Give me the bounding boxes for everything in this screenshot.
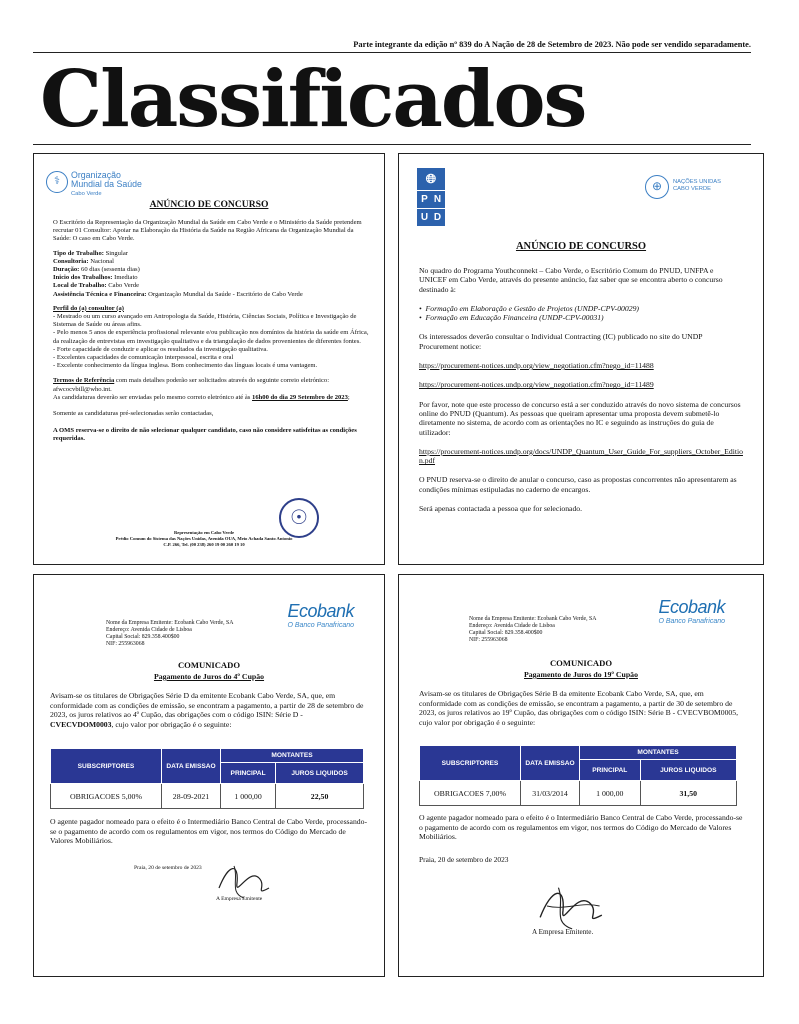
oms-detail-value: Singular [105,249,128,257]
eco2-signature-icon [531,880,611,932]
ecobank-logo [287,601,354,629]
oms-shortlist: Somente as candidaturas pré-selecionadas serão contactadas, [53,410,214,418]
eco2-cell-juros: 31,50 [640,781,736,806]
eco1-subtitle: Pagamento de Juros do 4º Cupão [153,672,265,681]
list-item: - Excelente conhecimento da língua inglesa. Bom conhecimento das línguas locais é uma vantagem. [53,362,318,370]
oms-footer-1: Representação em Cabo Verde [173,530,234,535]
oms-title: ANÚNCIO DE CONCURSO [149,199,269,210]
eco1-sign: A Empresa Emitente [216,896,263,902]
eco2-closing-wrap [419,813,743,842]
pnud-body [419,266,743,513]
oms-tor-text: com mais detalhes poderão ser solicitados através do seguinte correio eletrónico: afwcocvbill@who.int. [53,377,330,393]
eco2-closing: O agente pagador nomeado para o efeito é o Intermediário Banco Central de Cabo Verde, processando-se o pagamento de acordo com os regulamentos em vigor, nos termos do Código do Mercado de Valores Mobiliários. [419,813,743,842]
eco1-body [50,691,368,729]
bullet-icon: • [419,313,426,323]
oms-body [53,219,370,444]
pnud-link-3[interactable]: https://procurement-notices.undp.org/docs/UNDP_Quantum_User_Guide_For_suppliers_October_Edition.pdf [419,446,743,466]
undp-globe-icon: 🌐︎ [417,168,445,190]
undp-letter-n: N [433,194,442,205]
eco2-cell-subs: OBRIGACOES 7,00% [420,781,521,806]
un-logo-line1: NAÇÕES UNIDAS [673,179,721,185]
oms-reserve: A OMS reserva-se o direito de não selecionar qualquer candidato, caso não considere satisfeitas as condições requeridas. [53,427,357,443]
eco1-header-row [51,749,364,763]
pnud-bullet-2-text: Formação em Educação Financeira (UNDP-CPV-00031) [425,313,604,323]
eco2-hdr-2: Endereço: Avenida Cidade de Lisboa [469,623,555,629]
page-title: Classificados [40,54,586,145]
eco1-isin: CVECVDOM0003 [50,719,112,729]
ecobank-logo-name: Ecobank [658,597,725,617]
oms-detail-row [53,250,370,258]
bullet-icon: • [419,303,426,313]
oms-ad [33,153,385,565]
pnud-intro: No quadro do Programa Youthconnekt – Cabo Verde, o Escritório Comum do PNUD, UNFPA e UNICEF em Cabo Verde, através do presente anúncio, faz saber que se encontra aberto o concurso destinado à: [419,266,723,294]
eco1-date: Praia, 20 de setembro de 2023 [134,865,202,871]
oms-detail-row [53,282,370,290]
oms-detail-label: Assistência Técnica e Financeira: [53,290,147,298]
eco1-th-juros: JUROS LIQUIDOS [276,763,364,784]
oms-tor [53,377,370,393]
pnud-bullet-2 [419,313,743,322]
eco1-cell-juros: 22,50 [276,784,364,809]
eco1-hdr-4: NIF: 255963068 [106,641,145,647]
undp-logo-row [417,191,445,208]
oms-intro: O Escritório da Representação da Organização Mundial da Saúde em Cabo Verde e o Ministério da Saúde pretendem recrutar 01 Consultor: Apoiar na Elaboração da História da Saúde na Região Africana da Organização Mundial da Saúde: O caso em Cabo Verde. [53,219,362,243]
pnud-bullet-1-text: Formação em Elaboração e Gestão de Projetos (UNDP-CPV-00029) [425,303,639,313]
eco1-closing: O agente pagador nomeado para o efeito é o Intermediário Banco Central de Cabo Verde, processando-se o pagamento de acordo com os regulamentos em vigor, nos termos do Código do Mercado de Valores Mobiliários. [50,817,368,846]
eco1-heading [34,660,384,681]
eco1-title: COMUNICADO [177,660,241,670]
list-item: - Forte capacidade de conduzir e aplicar os resultados da investigação qualitativa. [53,345,268,353]
oms-footer-2: Prédio Comum do Sistema das Nações Unidas, Avenida OUA, Meio Achada Santo Antonio [115,536,293,541]
eco1-hdr-2: Endereço: Avenida Cidade de Lisboa [106,627,192,633]
un-logo-text [673,179,721,193]
eco1-cell-subs: OBRIGACOES 5,00% [51,784,162,809]
pnud-link-1[interactable]: https://procurement-notices.undp.org/view_negotiation.cfm?nego_id=11488 [419,361,654,371]
pnud-quantum: Por favor, note que este processo de concurso está a ser conduzido através do novo sistema de concursos online do PNUD (Quantum). As pessoas que queiram apresentar uma proposta devem submetê-lo diretamente no sistema, de acordo com as orientações no IC e seguindo as instruções do guia de utilizador: [419,399,741,437]
oms-deadline-date: 16h00 do dia 29 Setembro de 2023 [252,393,348,401]
eco1-th-mont: MONTANTES [221,749,364,763]
oms-detail-value: Nacional [90,257,115,265]
who-logo-line2: Mundial da Saúde [71,179,142,189]
eco1-cell-data: 28-09-2021 [162,784,221,809]
eco2-date: Praia, 20 de setembro de 2023 [419,855,509,864]
eco2-th-juros: JUROS LIQUIDOS [640,760,736,781]
eco2-hdr-3: Capital Social: 829.358.400$00 [469,630,543,636]
oms-deadline [53,394,370,402]
eco2-table [419,745,737,806]
undp-logo-row-2 [417,209,445,226]
un-logo-line2: CABO VERDE [673,186,712,192]
oms-detail-label: Inicio dos Trabalhos: [53,274,113,282]
eco1-th-data: DATA EMISSAO [162,749,221,784]
eco2-cell-princ: 1 000,00 [580,781,641,806]
eco2-th-mont: MONTANTES [580,746,737,760]
oms-detail-value: Organização Mundial da Saúde - Escritório de Cabo Verde [148,290,303,298]
undp-logo [417,168,445,226]
oms-detail-row [53,291,370,299]
eco1-header [106,620,233,648]
eco2-th-data: DATA EMISSAO [521,746,580,781]
table-row [420,781,737,806]
table-row [51,784,364,809]
oms-details [53,250,370,299]
oms-detail-row [53,258,370,266]
pnud-link-2[interactable]: https://procurement-notices.undp.org/view_negotiation.cfm?nego_id=11489 [419,380,654,390]
list-item: - Pelo menos 5 anos de experiência profissional relevante e/ou publicação nos domínios da história da saúde em África, da realização de entrevistas em investigação qualitativa e da triangulação de dados provenientes de diferentes fontes. [53,329,369,345]
eco2-title: COMUNICADO [549,658,613,668]
eco2-header-row [420,746,737,760]
oms-detail-label: Consultoria: [53,257,89,265]
pnud-title: ANÚNCIO DE CONCURSO [515,241,647,252]
oms-detail-row [53,266,370,274]
oms-profile-title: Perfil do (a) consultor (a) [53,304,124,312]
oms-tor-label: Termos de Referência [53,377,115,385]
oms-profile-list [53,313,370,370]
eco2-th-princ: PRINCIPAL [580,760,641,781]
oms-detail-row [53,274,370,282]
eco1-table [50,748,364,809]
pnud-reserve: O PNUD reserva-se o direito de anular o concurso, caso as propostas concorrentes não apresentarem as condições mínimas estipuladas no caderno de encargos. [419,475,737,494]
oms-seal-icon: ☉ [279,498,319,538]
eco1-body-end: , cujo valor por obrigação é o seguinte: [111,719,232,729]
oms-detail-value: 60 dias (sessenta dias) [81,266,140,274]
oms-deadline-text: As candidaturas deverão ser enviadas pelo mesmo correio eletrónico até às [53,393,253,401]
who-logo [46,169,158,203]
oms-detail-label: Local de Trabalho: [53,282,107,290]
undp-letter-u: U [420,212,429,223]
ecobank-ad-serie-b [398,574,764,977]
ecobank-logo-sub: O Banco Panafricano [287,622,354,629]
ecobank-ad-serie-d [33,574,385,977]
eco2-header [469,616,596,644]
who-logo-sub: Cabo Verde [71,191,102,197]
eco2-cell-data: 31/03/2014 [521,781,580,806]
oms-detail-label: Tipo de Trabalho: [53,249,104,257]
oms-footer-3: C.P. 266, Tel. (00 238) 260 19 00 260 19 10 [163,542,245,547]
eco1-body-text: Avisam-se os titulares de Obrigações Série D da emitente Ecobank Cabo Verde, SA, que, em conformidade com as condições de emissão, se encontram a pagamento, a partir de 28 de setembro de 2023, os juros relativos ao 4º Cupão, das obrigações com o código ISIN: Série D - [50,691,364,720]
eco2-hdr-1: Nome da Empresa Emitente: Ecobank Cabo Verde, SA [469,616,597,622]
undp-letter-d: D [433,212,442,223]
list-item: - Excelentes capacidades de comunicação interpessoal, escrita e oral [53,354,234,362]
oms-detail-value: Cabo Verde [108,282,140,290]
eco1-hdr-3: Capital Social: 829.358.400$00 [106,634,180,640]
pnud-consult: Os interessados deverão consultar o Individual Contracting (IC) publicado no site do UNDP Procurement notice: [419,332,703,351]
eco2-subtitle: Pagamento de Juros do 19º Cupão [524,670,638,679]
eco2-text: Avisam-se os titulares de Obrigações Série B da emitente Ecobank Cabo Verde, SA, que, em conformidade com as condições de emissão, se encontram a pagamento, a partir de 30 de setembro de 2023, os juros relativos ao 19º Cupão, das obrigações com o código ISIN: Série B - CVECVBOM0005, cujo valor por obrigação é o seguinte: [419,689,739,727]
oms-footer [74,530,334,548]
eco1-hdr-1: Nome da Empresa Emitente: Ecobank Cabo Verde, SA [106,620,234,626]
eco2-sign: A Empresa Emitente. [532,928,594,936]
who-logo-name [71,171,142,189]
eco1-th-subs: SUBSCRIPTORES [51,749,162,784]
pnud-ad [398,153,764,565]
eco2-heading [399,658,763,679]
list-item: - Mestrado ou um curso avançado em Antropologia da Saúde, História, Ciências Sociais, Política e Investigação de Sistemas de Saúde ou áreas afins. [53,313,357,329]
who-emblem-icon: ⚕ [46,171,68,193]
oms-detail-label: Duração: [53,266,80,274]
ecobank-logo-sub: O Banco Panafricano [658,618,725,625]
eco1-th-princ: PRINCIPAL [221,763,276,784]
pnud-contact: Será apenas contactada a pessoa que for selecionado. [419,504,583,514]
masthead-rule [33,144,751,145]
pnud-bullet-1 [419,304,743,313]
oms-detail-value: Imediato [114,274,138,282]
edition-note: Parte integrante da edição nº 839 do A Nação de 28 de Setembro de 2023. Não pode ser vendido separadamente. [353,40,751,49]
eco2-body [419,689,743,727]
un-cabo-verde-logo [645,175,745,201]
eco2-hdr-4: NIF: 255963068 [469,637,508,643]
ecobank-logo [658,597,725,625]
eco2-th-subs: SUBSCRIPTORES [420,746,521,781]
eco1-cell-princ: 1 000,00 [221,784,276,809]
oms-deadline-end: ; [347,393,350,401]
eco1-closing-wrap [50,817,368,846]
who-logo-line1: Organização [71,170,121,180]
eco1-text [50,691,368,729]
un-emblem-icon: ⊕ [645,175,669,199]
undp-letter-p: P [421,194,428,205]
ecobank-logo-name: Ecobank [287,601,354,621]
